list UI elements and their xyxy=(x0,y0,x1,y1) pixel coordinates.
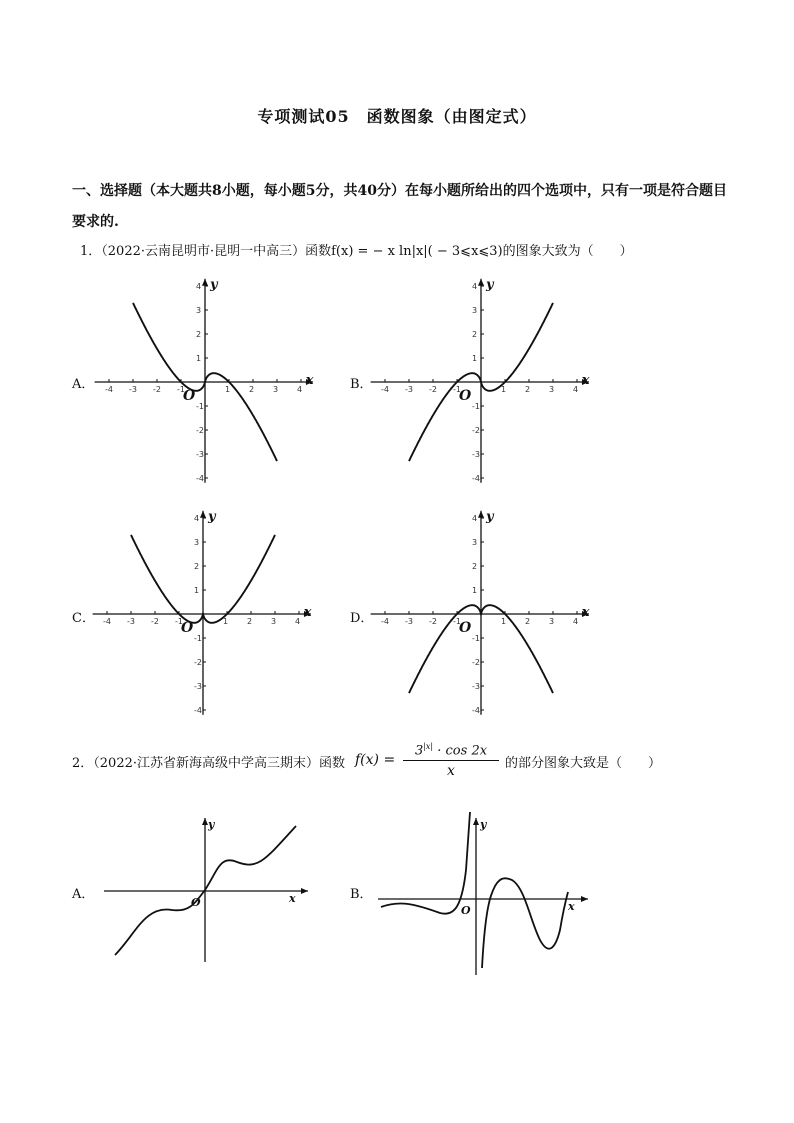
section-heading: 一、选择题（本大题共8小题，每小题5分，共40分）在每小题所给出的四个选项中，只有一项是符合题目要求的. xyxy=(72,183,727,230)
origin-label: O xyxy=(191,896,201,909)
numerator-base: 3 xyxy=(414,743,424,759)
y-tick-label: 3 xyxy=(472,538,478,547)
x-tick-label: -2 xyxy=(153,385,161,394)
y-tick-label: 2 xyxy=(472,562,478,571)
x-tick-label: 3 xyxy=(549,617,555,626)
y-tick-label: -2 xyxy=(196,426,204,435)
y-tick-label: -1 xyxy=(194,634,202,643)
y-axis-label: y xyxy=(210,277,218,293)
x-tick-label: 1 xyxy=(501,617,507,626)
question-2-tail: 的部分图象大致是（ ） xyxy=(505,756,662,771)
x-tick-label: 3 xyxy=(549,385,555,394)
x-tick-label: -1 xyxy=(453,617,461,626)
formula-denominator: x xyxy=(447,763,455,780)
x-tick-label: -3 xyxy=(405,617,413,626)
formula-numerator xyxy=(403,742,499,761)
x-tick-label: -4 xyxy=(103,617,111,626)
x-tick-label: -3 xyxy=(127,617,135,626)
x-tick-label: 2 xyxy=(249,385,255,394)
y-tick-label: -4 xyxy=(472,474,480,483)
x-tick-label: -1 xyxy=(177,385,185,394)
x-tick-label: -2 xyxy=(429,617,437,626)
x-axis-label: x xyxy=(568,900,575,913)
y-tick-label: 3 xyxy=(472,306,478,315)
y-tick-label: 4 xyxy=(196,282,202,291)
x-tick-label: -1 xyxy=(453,385,461,394)
x-tick-label: 4 xyxy=(573,617,579,626)
x-tick-label: 4 xyxy=(573,385,579,394)
question-1-text: 1．（2022·云南昆明市·昆明一中高三）函数f(x) = − x ln|x|( − 3⩽x⩽3)的图象大致为（ ） xyxy=(80,244,633,259)
y-tick-label: 1 xyxy=(472,354,478,363)
x-tick-label: -1 xyxy=(175,617,183,626)
q1-option-d-label[interactable]: D． xyxy=(350,611,374,626)
y-axis-label: y xyxy=(486,277,494,293)
y-tick-label: -4 xyxy=(196,474,204,483)
x-tick-label: 1 xyxy=(501,385,507,394)
question-2-lead: 2．（2022·江苏省新海高级中学高三期末）函数 xyxy=(72,756,345,771)
x-tick-label: 2 xyxy=(247,617,253,626)
y-tick-label: -2 xyxy=(194,658,202,667)
formula-fraction xyxy=(403,742,499,779)
y-tick-label: 3 xyxy=(196,306,202,315)
formula-fx: f(x) = xyxy=(355,752,396,768)
question-2 xyxy=(72,742,752,788)
y-tick-label: -3 xyxy=(472,682,480,691)
y-axis-arrow xyxy=(478,511,484,518)
q1-option-c-label[interactable]: C． xyxy=(72,611,95,626)
y-tick-label: -3 xyxy=(472,450,480,459)
x-axis-label: x xyxy=(305,373,314,388)
y-tick-label: -3 xyxy=(194,682,202,691)
y-tick-label: -2 xyxy=(472,426,480,435)
y-tick-label: 2 xyxy=(196,330,202,339)
y-tick-label: -4 xyxy=(194,706,202,715)
page-title: 专项测试05 函数图象（由图定式） xyxy=(257,107,537,126)
y-tick-label: -3 xyxy=(196,450,204,459)
y-tick-label: 4 xyxy=(472,514,478,523)
origin-label: O xyxy=(183,388,196,404)
x-tick-label: 3 xyxy=(273,385,279,394)
y-tick-label: 1 xyxy=(194,586,200,595)
x-tick-label: 4 xyxy=(297,385,303,394)
x-tick-label: -2 xyxy=(429,385,437,394)
q1-option-b-label[interactable]: B． xyxy=(350,377,373,392)
x-axis-label: x xyxy=(289,892,296,905)
y-tick-label: -4 xyxy=(472,706,480,715)
x-axis-label: x xyxy=(303,605,312,620)
y-tick-label: 1 xyxy=(196,354,202,363)
x-tick-label: -4 xyxy=(381,617,389,626)
origin-label: O xyxy=(459,620,472,636)
y-tick-label: -1 xyxy=(196,402,204,411)
y-axis-label: y xyxy=(480,818,487,831)
q2-option-a-label[interactable]: A． xyxy=(72,887,95,902)
x-tick-label: 3 xyxy=(271,617,277,626)
x-tick-label: -4 xyxy=(105,385,113,394)
graph-content xyxy=(371,509,590,715)
x-tick-label: 4 xyxy=(295,617,301,626)
q1-option-a-label[interactable]: A． xyxy=(72,377,95,392)
numerator-exponent: |x| xyxy=(423,742,434,751)
y-axis-label: y xyxy=(208,818,215,831)
x-tick-label: 1 xyxy=(223,617,229,626)
origin-label: O xyxy=(461,904,471,917)
x-tick-label: 1 xyxy=(225,385,231,394)
q2-option-b-label[interactable]: B． xyxy=(350,887,373,902)
y-tick-label: 3 xyxy=(194,538,200,547)
y-axis-label: y xyxy=(486,509,494,525)
x-tick-label: -4 xyxy=(381,385,389,394)
origin-label: O xyxy=(459,388,472,404)
x-tick-label: -3 xyxy=(129,385,137,394)
y-tick-label: 4 xyxy=(194,514,200,523)
y-tick-label: 4 xyxy=(472,282,478,291)
x-tick-label: 2 xyxy=(525,385,531,394)
y-tick-label: -2 xyxy=(472,658,480,667)
x-tick-label: -2 xyxy=(151,617,159,626)
y-tick-label: 1 xyxy=(472,586,478,595)
numerator-rest: · cos 2x xyxy=(437,743,488,759)
y-tick-label: 2 xyxy=(194,562,200,571)
x-tick-label: 2 xyxy=(525,617,531,626)
y-axis-label: y xyxy=(208,509,216,525)
y-tick-label: 2 xyxy=(472,330,478,339)
origin-label: O xyxy=(181,620,194,636)
y-tick-label: -1 xyxy=(472,634,480,643)
x-axis-label: x xyxy=(581,605,590,620)
x-tick-label: -3 xyxy=(405,385,413,394)
x-axis-label: x xyxy=(581,373,590,388)
y-tick-label: -1 xyxy=(472,402,480,411)
